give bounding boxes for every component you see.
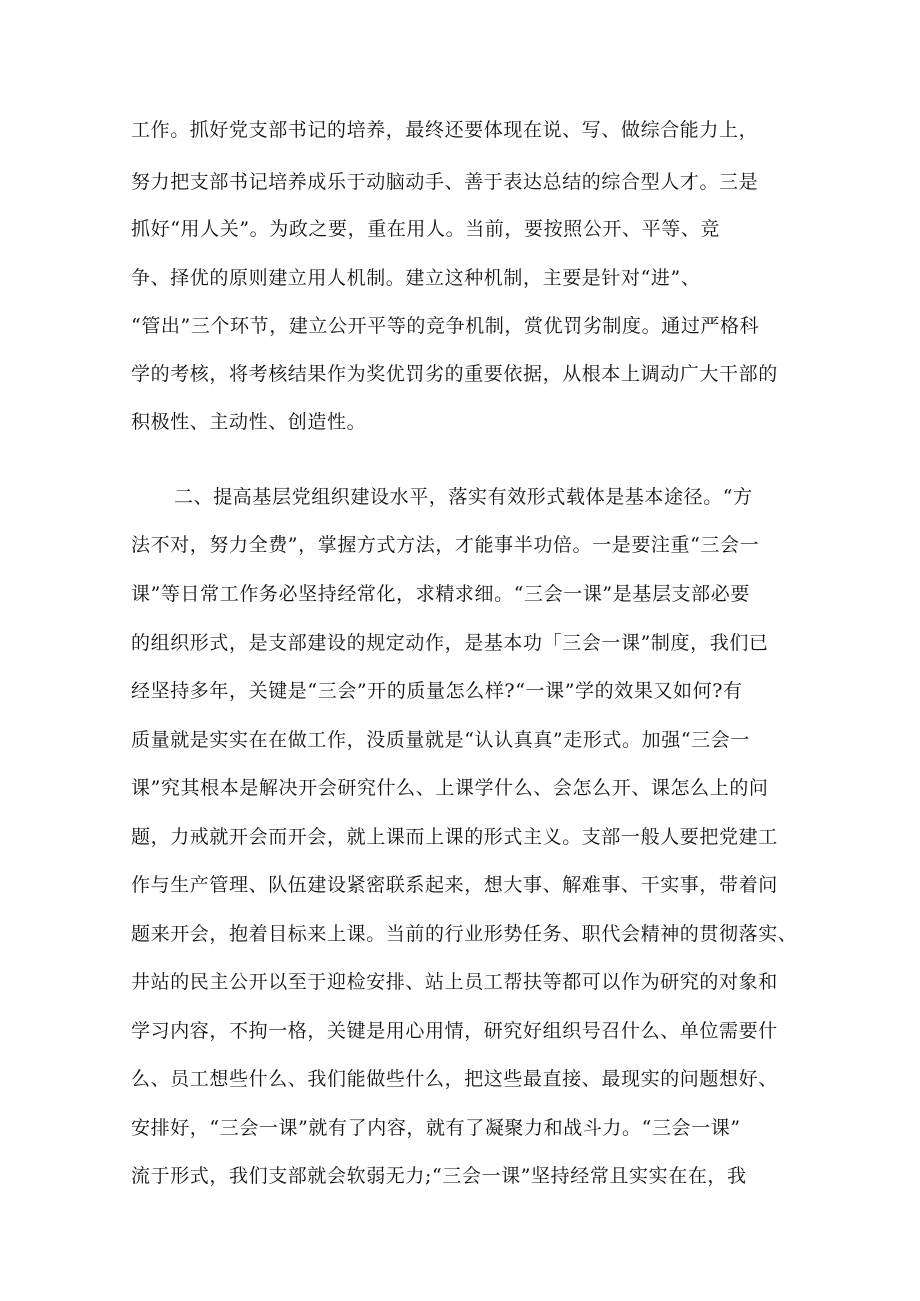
text-line: 课”等日常工作务必坚持经常化，求精求细。“三会一课”是基层支部必要 [131,583,750,605]
text-line: “管出”三个环节，建立公开平等的竞争机制，赏优罚劣制度。通过严格科 [131,315,760,337]
text-line: 井站的民主公开以至于迎检安排、站上员工帮扶等都可以作为研究的对象和 [131,971,778,993]
text-line: 质量就是实实在在做工作，没质量就是“认认真真”走形式。加强“三会一 [131,729,750,751]
text-line: 的组织形式，是支部建设的规定动作，是基本功「三会一课”制度，我们已 [131,632,769,654]
text-line: 流于形式，我们支部就会软弱无力;“三会一课”坚持经常且实实在在，我 [131,1165,747,1187]
text-line: 二、提高基层党组织建设水平，落实有效形式载体是基本途径。“方 [174,486,753,508]
text-line: 经坚持多年，关键是“三会”开的质量怎么样?“一课”学的效果又如何?有 [131,680,743,702]
text-line: 学的考核，将考核结果作为奖优罚劣的重要依据，从根本上调动广大干部的 [131,363,778,385]
text-line: 么、员工想些什么、我们能做些什么，把这些最直接、最现实的问题想好、 [131,1068,778,1090]
text-line: 争、择优的原则建立用人机制。建立这种机制，主要是针对“进”、 [131,267,701,289]
text-line: 积极性、主动性、创造性。 [131,411,367,433]
text-line: 题，力戒就开会而开会，就上课而上课的形式主义。支部一般人要把党建工 [131,826,778,848]
text-line: 题来开会，抱着目标来上课。当前的行业形势任务、职代会精神的贯彻落实、 [131,923,798,945]
text-line: 学习内容，不拘一格，关键是用心用情，研究好组织号召什么、单位需要什 [131,1020,778,1042]
text-line: 抓好“用人关”。为政之要，重在用人。当前，要按照公开、平等、竞 [131,218,721,240]
text-line: 安排好，“三会一课”就有了内容，就有了凝聚力和战斗力。“三会一课” [131,1117,741,1139]
text-line: 法不对，努力全费”，掌握方式方法，才能事半功倍。一是要注重“三会一 [131,534,760,556]
text-line: 作与生产管理、队伍建设紧密联系起来，想大事、解难事、干实事，带着问 [131,874,778,896]
text-line: 工作。抓好党支部书记的培养，最终还要体现在说、写、做综合能力上， [131,119,759,141]
text-line: 课”究其根本是解决开会研究什么、上课学什么、会怎么开、课怎么上的问 [131,777,769,799]
text-line: 努力把支部书记培养成乐于动脑动手、善于表达总结的综合型人才。三是 [131,171,759,193]
